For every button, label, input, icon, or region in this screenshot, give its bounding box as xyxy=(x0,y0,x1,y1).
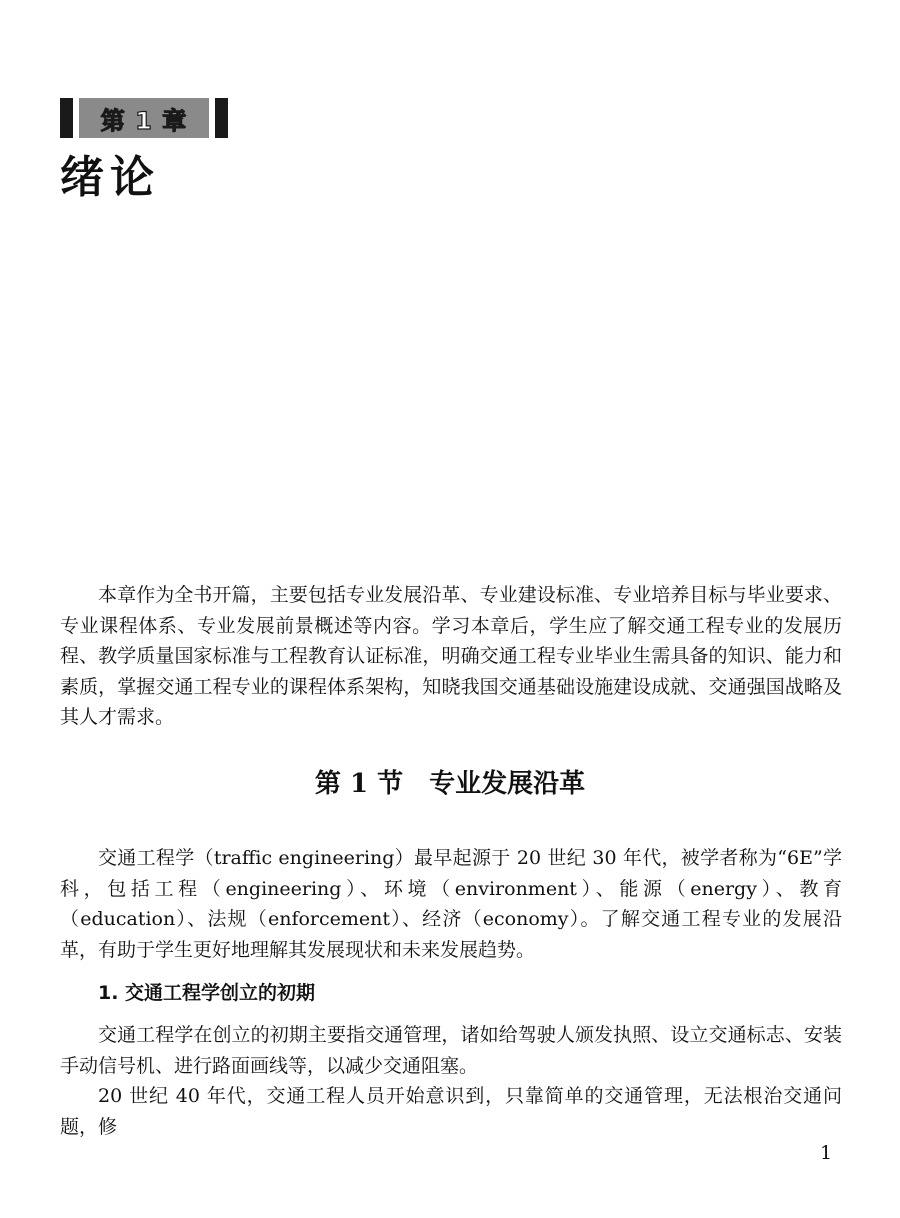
section-paragraph-1: 交通工程学（traffic engineering）最早起源于 20 世纪 30 年代，被学者称为“6E”学科，包括工程（engineering）、环境（environment）、能源（energy）、教育（education）、法规（enforcement）、经济（economy）。了解交通工程专业的发展沿革，有助于学生更好地理解其发展现状和未来发展趋势。 xyxy=(60,847,842,961)
chapter-number: 第 1 章 xyxy=(79,98,209,138)
chapter-badge xyxy=(60,98,228,138)
chapter-intro-paragraph: 本章作为全书开篇，主要包括专业发展沿革、专业建设标准、专业培养目标与毕业要求、专业课程体系、专业发展前景概述等内容。学习本章后，学生应了解交通工程专业的发展历程、教学质量国家标准与工程教育认证标准，明确交通工程专业毕业生需具备的知识、能力和素质，掌握交通工程专业的课程体系架构，知晓我国交通基础设施建设成就、交通强国战略及其人才需求。 xyxy=(60,584,842,728)
badge-left-bar xyxy=(60,98,73,138)
section-title: 第 1 节 专业发展沿革 xyxy=(314,769,586,799)
section-paragraph-3: 20 世纪 40 年代，交通工程人员开始意识到，只靠简单的交通管理，无法根治交通问题，修 xyxy=(60,1085,842,1138)
badge-right-bar xyxy=(215,98,228,138)
page-number: 1 xyxy=(820,1142,833,1164)
subsection-title: 1. 交通工程学创立的初期 xyxy=(98,982,316,1004)
section-paragraph-2: 交通工程学在创立的初期主要指交通管理，诸如给驾驶人颁发执照、设立交通标志、安装手动信号机、进行路面画线等，以减少交通阻塞。 xyxy=(60,1024,842,1077)
chapter-title: 绪论 xyxy=(60,152,160,203)
